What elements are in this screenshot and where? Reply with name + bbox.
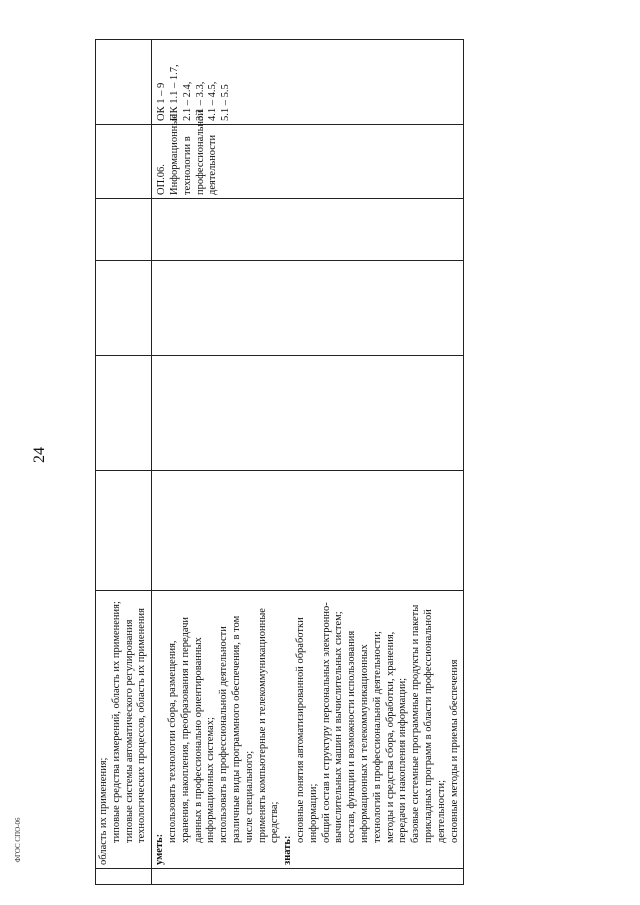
index-cell: [152, 869, 464, 885]
empty-cell: [152, 471, 464, 591]
rotated-table-inner: [95, 40, 460, 885]
table-row-a: [96, 40, 152, 885]
table-row-b: [152, 40, 464, 885]
row-b-line-7: состав, функции и возможности использования информационных и телекоммуникационных технологий в профессиональной деятельности;: [346, 630, 383, 843]
page-number: 24: [31, 447, 48, 463]
row-b-line-5: основные понятия автоматизированной обработки информации;: [294, 617, 319, 843]
knowledge-cell-b: [152, 591, 464, 869]
row-a-line-0: область их применения;: [98, 757, 109, 865]
competencies-cell-a: [96, 40, 152, 125]
row-b-line-2: использовать в профессиональной деятельности различные виды программного обеспечения, в том числе специального;: [218, 615, 255, 843]
index-cell: [96, 869, 152, 885]
empty-cell: [96, 471, 152, 591]
empty-cell: [152, 199, 464, 261]
row-a-line-2: типовые системы автоматического регулирования технологических процессов, область их применения: [123, 608, 148, 843]
curriculum-table: [95, 39, 464, 885]
competencies-cell-b: ОК 1 – 9 ПК 1.1 – 1.7, 2.1 – 2.4, 3.1 – 3.3, 4.1 – 4.5, 5.1 – 5.5: [152, 40, 464, 125]
row-b-line-0: уметь:: [154, 833, 166, 865]
row-b-line-1: использовать технологии сбора, размещения, хранения, накопления, преобразования и передачи данных в профессионально ориентированных информационных системах;: [166, 616, 217, 843]
row-b-line-3: применять компьютерные и телекоммуникационные средства;: [256, 608, 281, 843]
row-b-line-4: знать:: [282, 835, 294, 865]
empty-cell: [152, 261, 464, 356]
row-b-line-6: общий состав и структуру персональных электронно-вычислительных машин и вычислительных систем;: [320, 602, 345, 843]
rotated-table-wrapper: [95, 40, 460, 885]
discipline-cell-a: [96, 125, 152, 199]
row-b-line-9: базовые системные программные продукты и пакеты прикладных программ в области профессиональной деятельности;: [410, 604, 447, 843]
row-a-line-1: типовые средства измерений, область их применения;: [110, 601, 122, 843]
empty-cell: [96, 356, 152, 471]
discipline-cell-b: ОП.06. Информационные технологии в профессиональной деятельности: [152, 125, 464, 199]
footer-mark: ФГОС СПО-06: [14, 817, 22, 863]
empty-cell: [152, 356, 464, 471]
row-b-line-10: основные методы и приемы обеспечения: [448, 659, 460, 843]
empty-cell: [96, 261, 152, 356]
empty-cell: [96, 199, 152, 261]
knowledge-cell-a: [96, 591, 152, 869]
row-b-line-8: методы и средства сбора, обработки, хранения, передачи и накопления информации;: [384, 631, 409, 843]
